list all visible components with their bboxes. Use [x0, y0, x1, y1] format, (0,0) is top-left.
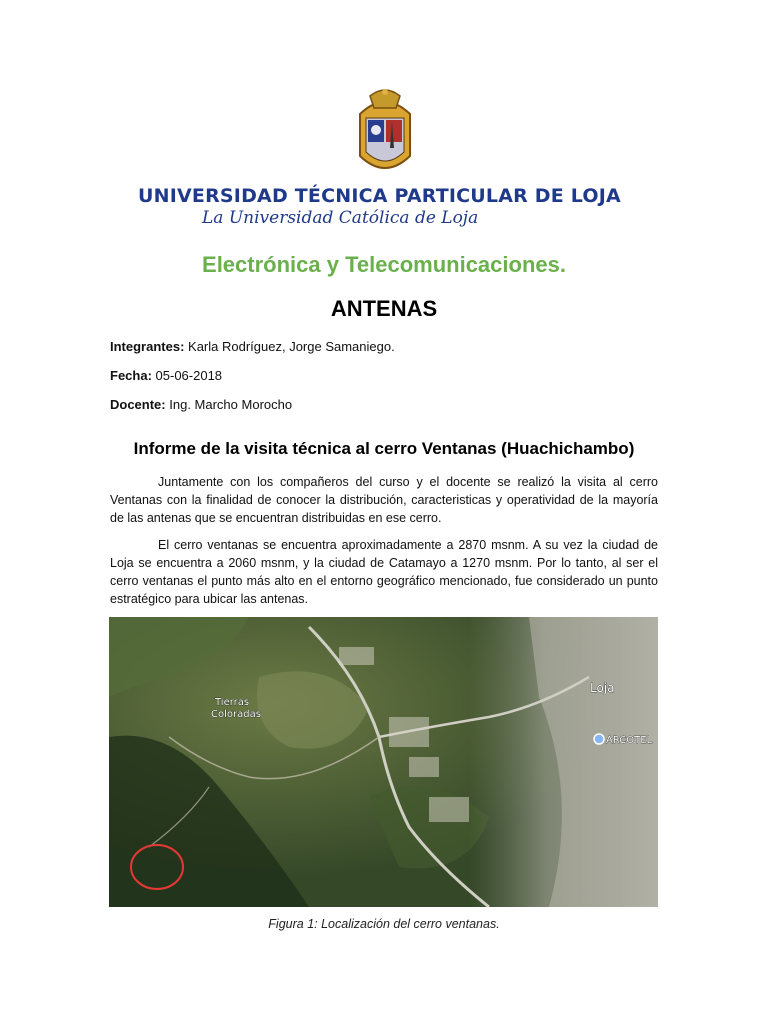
paragraph-2: El cerro ventanas se encuentra aproximadamente a 2870 msnm. A su vez la ciudad de Loja se encuentra a 2060 msnm, y la ciudad de Catamayo a 1270 msnm. Por lo tanto, al ser el cerro ventanas el punto más alto en el entorno geográfico mencionado, fue considerado un punto estratégico para ubicar las antenas. — [110, 538, 658, 606]
map-label-coloradas: Coloradas — [211, 709, 261, 720]
university-logo — [130, 86, 638, 236]
figure-caption: Figura 1: Localización del cerro ventanas. — [268, 917, 500, 931]
teacher-field — [110, 397, 292, 412]
teacher-value: Ing. Marcho Morocho — [169, 397, 293, 412]
location-pin-icon — [594, 734, 604, 744]
date-field — [110, 368, 222, 383]
map-label-tierras: Tierras — [215, 697, 250, 708]
date-value: 05-06-2018 — [155, 368, 223, 383]
teacher-label: Docente: — [110, 397, 166, 412]
university-name: UNIVERSIDAD TÉCNICA PARTICULAR DE LOJA — [138, 185, 621, 207]
map-label-loja: Loja — [590, 681, 615, 695]
department-title: Electrónica y Telecomunicaciones. — [202, 252, 566, 277]
university-crest-icon — [352, 86, 418, 182]
members-label: Integrantes: — [110, 339, 185, 354]
report-title: Informe de la visita técnica al cerro Ventanas (Huachichambo) — [133, 439, 635, 458]
subject-title: ANTENAS — [330, 296, 438, 321]
members-field — [110, 339, 395, 354]
university-tagline: La Universidad Católica de Loja — [202, 208, 479, 228]
members-value: Karla Rodríguez, Jorge Samaniego. — [188, 339, 395, 354]
satellite-map — [109, 617, 658, 907]
date-label: Fecha: — [110, 368, 152, 383]
map-label-arcotel: ARCOTEL — [606, 735, 653, 746]
satellite-map-image — [109, 617, 658, 907]
paragraph-1: Juntamente con los compañeros del curso y el docente se realizó la visita al cerro Ventanas con la finalidad de conocer la distribución, caracteristicas y operatividad de la mayoría de las antenas que se encuentran distribuidas en ese cerro. — [110, 475, 658, 525]
